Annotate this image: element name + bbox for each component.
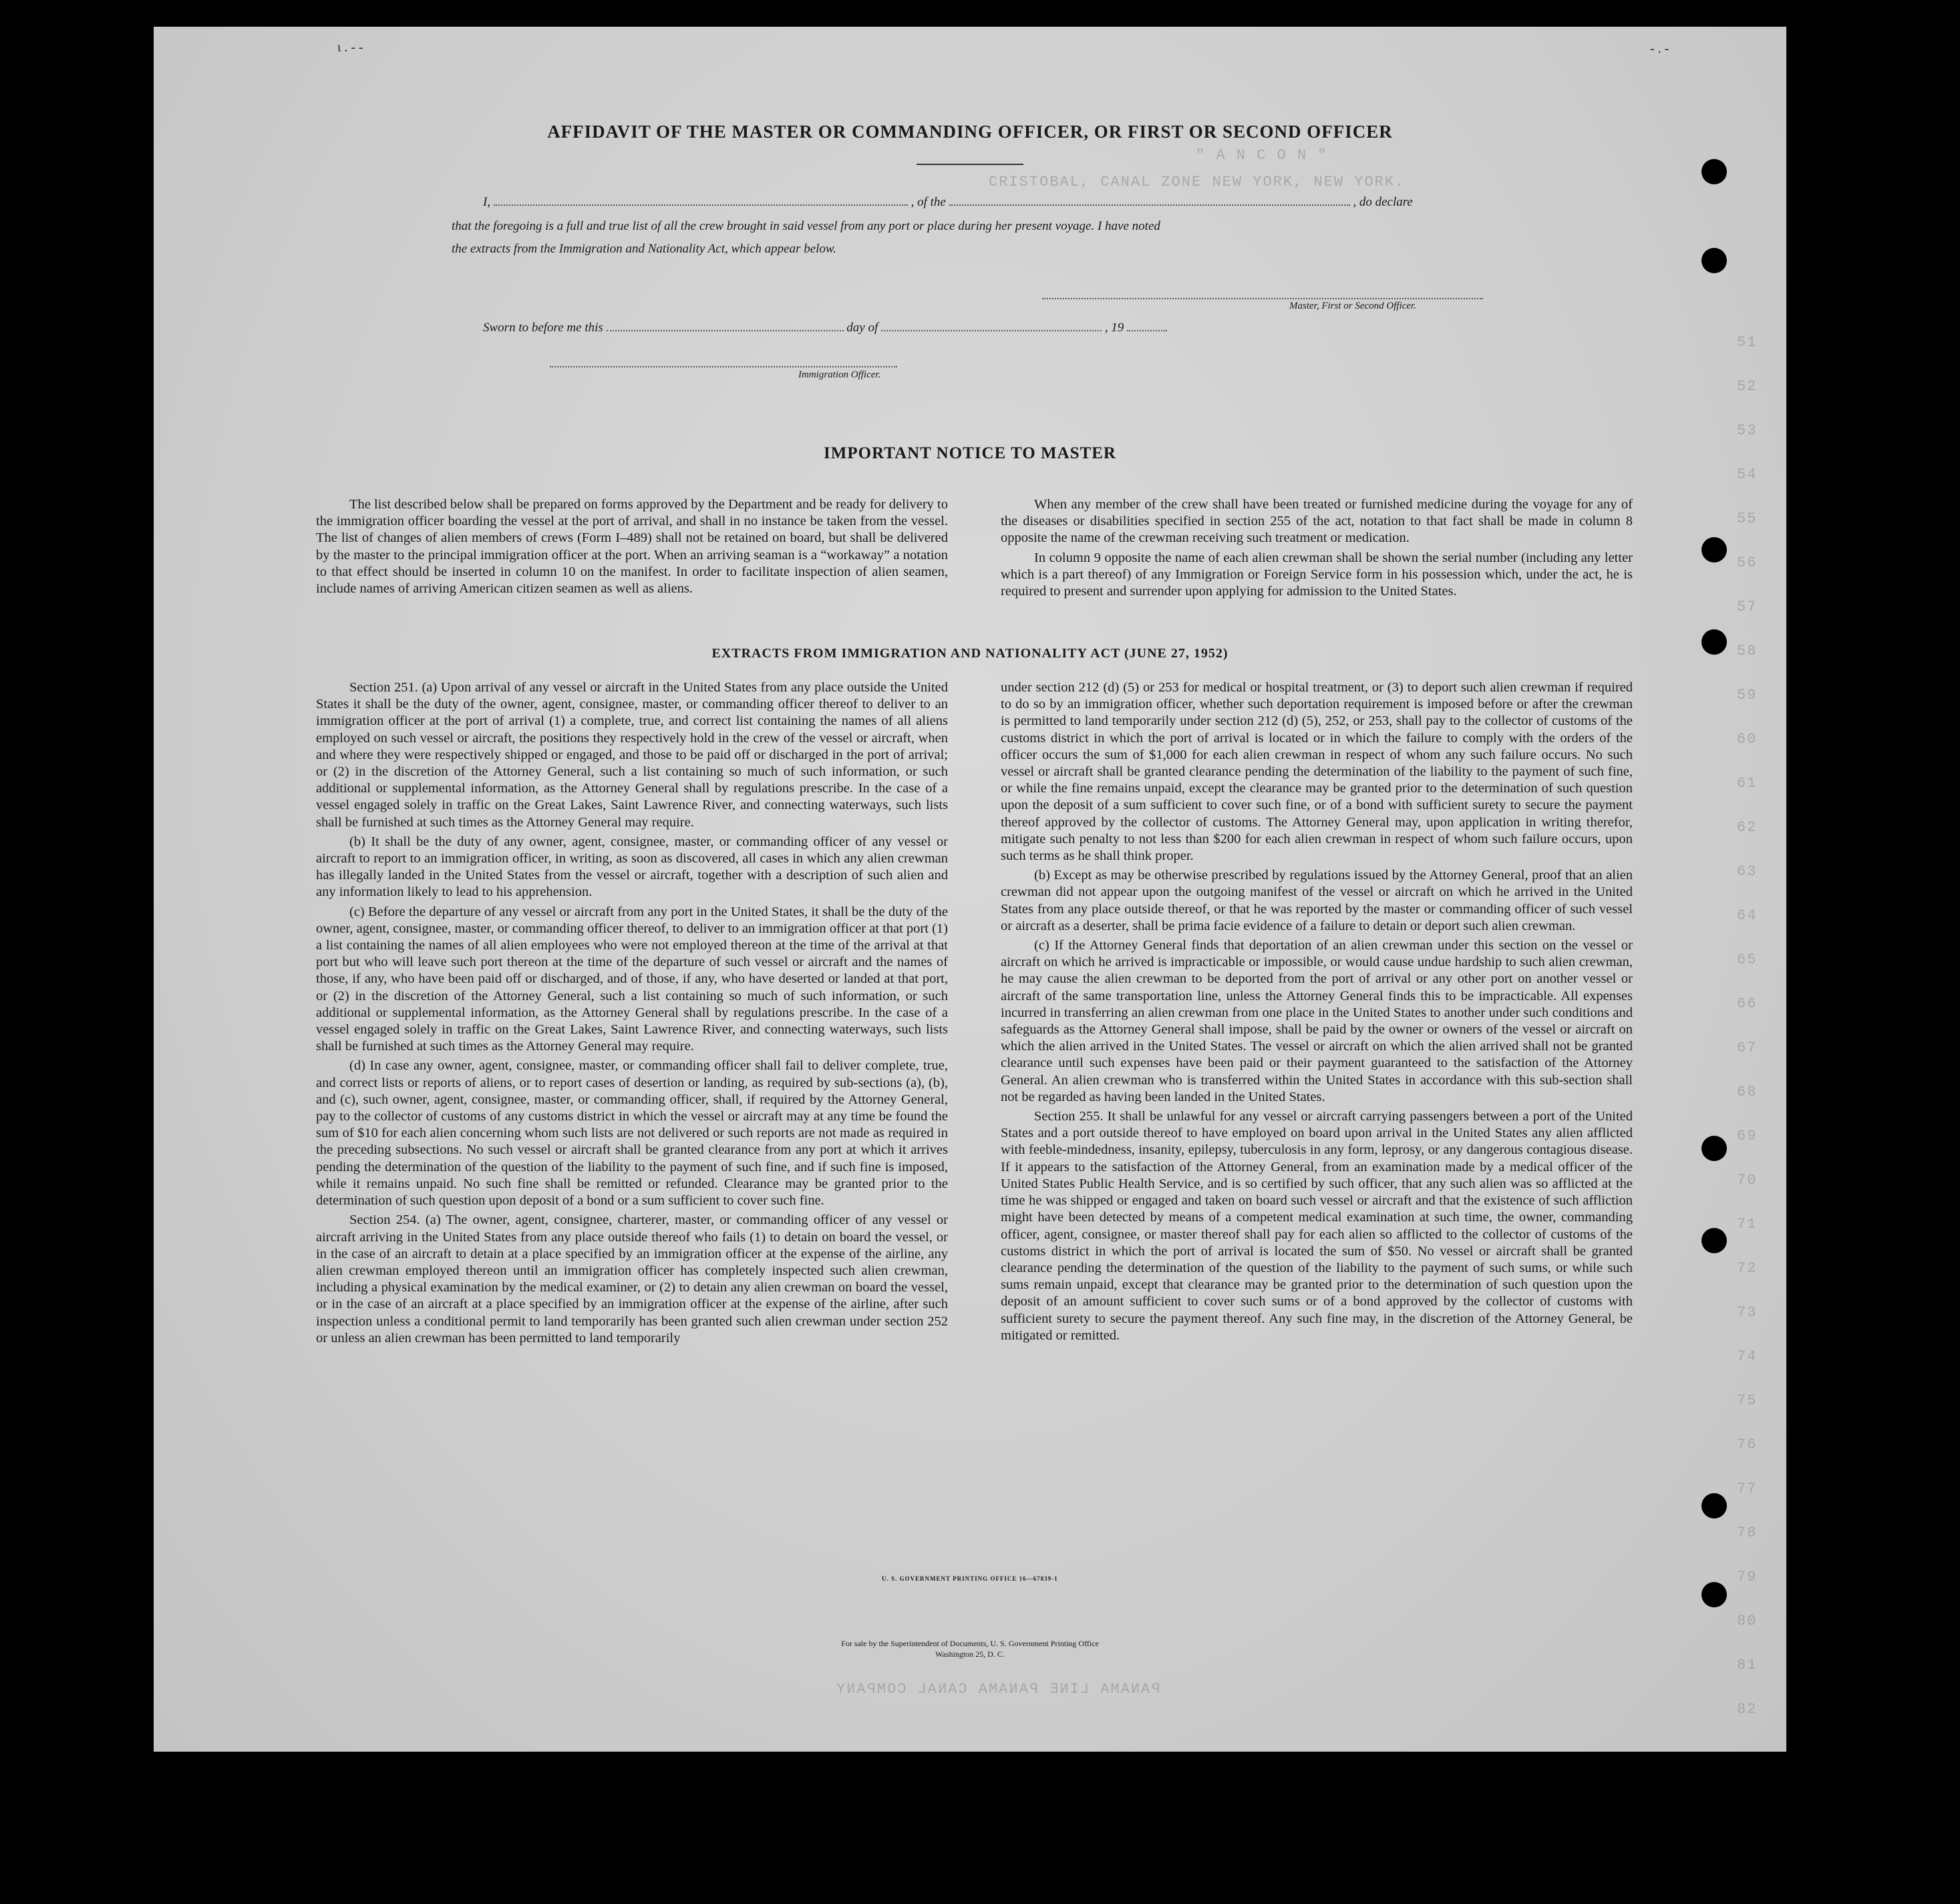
punch-hole (1701, 248, 1727, 273)
bleed-through-row-number: 74 (1737, 1348, 1758, 1365)
affidavit-do-declare: , do declare (1353, 195, 1413, 209)
bleed-through-row-number: 75 (1737, 1392, 1758, 1409)
sworn-month-blank (881, 321, 1102, 331)
section-251c: (c) Before the departure of any vessel or aircraft from any port in the United States, it shall be the duty of the owner, agent, consignee, master, or commanding officer thereof, to deliver to an immigration officer at that port (1) a list containing the names of all alien employees who were not employed thereon at the time of the arrival at that port but who will leave such port thereon at the time of the departure of such vessel or aircraft and the names of those, if any, who have been paid off or discharged, and of those, if any, who have deserted or landed at that port, or (2) in the discretion of the Attorney General, such a list containing so much of such information, or such additional or supplemental information, as the Attorney General shall by regulations prescribe. In the case of a vessel engaged solely in traffic on the Great Lakes, Saint Lawrence River, and connecting waterways, such lists shall be furnished at such times as the Attorney General may require. (316, 904, 948, 1054)
notice-left-column (316, 496, 948, 600)
sworn-line (483, 321, 1167, 335)
punch-hole (1701, 537, 1727, 563)
sworn-label: Sworn to before me this (483, 321, 603, 335)
corner-mark-top-right: - . - (1650, 41, 1669, 56)
affidavit-statement-2: the extracts from the Immigration and Nationality Act, which appear below. (452, 242, 836, 256)
officer-caption: Immigration Officer. (798, 369, 881, 380)
master-signature-line (1042, 298, 1483, 299)
punch-hole (1701, 159, 1727, 184)
bleed-through-row-number: 76 (1737, 1436, 1758, 1453)
bleed-through-row-number: 60 (1737, 731, 1758, 748)
bleed-through-row-number: 78 (1737, 1525, 1758, 1541)
punch-hole (1701, 1228, 1727, 1253)
bleed-through-row-number: 54 (1737, 466, 1758, 483)
sworn-day-blank (607, 321, 844, 331)
bleed-through-row-number: 68 (1737, 1084, 1758, 1100)
punch-hole (1701, 1136, 1727, 1161)
section-251b: (b) It shall be the duty of any owner, agent, consignee, master, or commanding officer of any vessel or aircraft to report to an immigration officer, in writing, as soon as discovered, all cases in which any alien crewman has illegally landed in the United States from the vessel or aircraft, together with a description of such alien and any information likely to lead to his apprehension. (316, 834, 948, 900)
sworn-year-blank (1127, 321, 1167, 331)
affidavit-line-1 (483, 195, 1413, 210)
section-254a-continued: under section 212 (d) (5) or 253 for medical or hospital treatment, or (3) to deport such alien crewman if required to do so by an immigration officer, whether such deportation requirement is imposed before or after the crewman is permitted to land temporarily under section 212 (d) (5), 252, or 253, shall pay to the collector of customs of the customs district in which the port of arrival is located or in which the failure to comply with the orders of the officer occurs the sum of $1,000 for each alien crewman in respect of whom any such failure occurs. No such vessel or aircraft shall be granted clearance pending the determination of the liability to the payment of such fine, or while the fine remains unpaid, except the clearance may be granted prior to the determination of such question upon the deposit of a sum sufficient to cover such fine, or of a bond with sufficient surety to secure the payment thereof approved by the collector of customs. The Attorney General may, upon application in writing therefor, mitigate such penalty to not less than $200 for each alien crewman in respect of whom such failure occurs, upon such terms as he shall think proper. (1001, 680, 1633, 864)
master-caption: Master, First or Second Officer. (1289, 301, 1416, 311)
bleed-through-row-number: 56 (1737, 554, 1758, 571)
bleed-through-row-number: 66 (1737, 995, 1758, 1012)
gpo-imprint: U. S. GOVERNMENT PRINTING OFFICE 16—67839-1 (882, 1575, 1058, 1582)
section-254a: Section 254. (a) The owner, agent, consignee, charterer, master, or commanding officer of any vessel or aircraft arriving in the United States from any place outside thereof who fails (1) to detain on board the vessel, or in the case of an aircraft to detain at a place specified by an immigration officer at the expense of the airline, any alien crewman employed thereon until an immigration officer has completely inspected such alien crewman, including a physical examination by the medical examiner, or (2) to detain any alien crewman on board the vessel, or in the case of an aircraft at a place specified by an immigration officer at the expense of the airline, after such inspection unless a conditional permit to land temporarily has been granted such alien crewman under section 252 or unless an alien crewman has been permitted to land temporarily (316, 1213, 948, 1345)
affidavit-of-the: , of the (911, 195, 946, 209)
notice-right-text-1: When any member of the crew shall have been treated or furnished medicine during the voyage for any of the diseases or disabilities specified in section 255 of the act, notation to that fact shall be made in column 8 opposite the name of the crewman receiving such treatment or medication. (1001, 497, 1633, 546)
bleed-through-row-number: 58 (1737, 643, 1758, 659)
corner-mark-top-left: ɩ . - - (337, 40, 363, 55)
section-251d: (d) In case any owner, agent, consignee, master, or commanding officer shall fail to deliver complete, true, and correct lists or reports of aliens, or to report cases of desertion or landing, as required by sub-sections (a), (b), and (c), such owner, agent, consignee, master, or commanding officer, shall, if required by the Attorney General, pay to the collector of customs of any customs district in which the vessel or aircraft may at any time be found the sum of $10 for each alien concerning whom such lists are not delivered or such reports are not made as required in the preceding subsections. No such vessel or aircraft shall be granted clearance from any port at which it arrives pending the determination of the question of the liability to the payment of such fine, and if such fine is imposed, while it remains unpaid. No such fine shall be remitted or refunded. Clearance may be granted prior to the determination of such question upon deposit of a bond or a sum sufficient to cover such fine. (316, 1058, 948, 1209)
bleed-through-row-number: 52 (1737, 378, 1758, 395)
bleed-through-row-number: 72 (1737, 1260, 1758, 1277)
punch-hole (1701, 1582, 1727, 1607)
bleed-through-row-number: 77 (1737, 1480, 1758, 1497)
year-label: , 19 (1104, 321, 1124, 335)
document-page (154, 27, 1786, 1752)
title-rule (917, 164, 1023, 165)
day-of-label: day of (846, 321, 878, 335)
bleed-through-row-number: 81 (1737, 1657, 1758, 1674)
bleed-through-row-number: 65 (1737, 951, 1758, 968)
notice-left-text: The list described below shall be prepared on forms approved by the Department and be ready for delivery to the immigration officer boarding the vessel at the port of arrival, and shall in no instance be taken from the vessel. The list of changes of alien members of crews (Form I–489) shall not be retained on board, but shall be delivered by the master to the principal immigration officer at the port. When an arriving seaman is a “workaway” a notation to that effect should be inserted in column 10 on the manifest. In order to facilitate inspection of alien seamen, include names of arriving American citizen seamen as well as aliens. (316, 497, 948, 597)
extracts-right-column (1001, 679, 1633, 1347)
bleed-through-row-number: 79 (1737, 1569, 1758, 1585)
notice-title: IMPORTANT NOTICE TO MASTER (824, 444, 1116, 462)
affidavit-i: I, (483, 195, 491, 209)
bleed-through-header: CRISTOBAL, CANAL ZONE NEW YORK, NEW YORK. (989, 174, 1406, 190)
bleed-through-row-number: 59 (1737, 687, 1758, 703)
affidavit-title: AFFIDAVIT OF THE MASTER OR COMMANDING OFFICER, OR FIRST OR SECOND OFFICER (547, 122, 1393, 142)
bleed-through-footer: PANAMA LINE PANAMA CANAL COMPANY (835, 1681, 1160, 1698)
notice-right-column (1001, 496, 1633, 603)
sale-footer-line-1: For sale by the Superintendent of Documents, U. S. Government Printing Office (841, 1639, 1099, 1648)
section-251a: Section 251. (a) Upon arrival of any vessel or aircraft in the United States from any place outside the United States it shall be the duty of the owner, agent, consignee, master, or commanding officer thereof to deliver to an immigration officer at the port of arrival (1) a complete, true, and correct list containing the names of all aliens employed on such vessel or aircraft, the positions they respectively hold in the crew of the vessel or aircraft, when and where they were respectively shipped or engaged, and those to be paid off or discharged in the port of arrival; or (2) in the discretion of the Attorney General, such a list containing so much of such information, or such additional or supplemental information, as the Attorney General shall by regulations prescribe. In the case of a vessel engaged solely in traffic on the Great Lakes, Saint Lawrence River, and connecting waterways, such lists shall be furnished at such times as the Attorney General may require. (316, 680, 948, 830)
bleed-through-row-number: 61 (1737, 775, 1758, 792)
bleed-through-ship: " A N C O N " (1196, 147, 1328, 164)
bleed-through-row-number: 70 (1737, 1172, 1758, 1188)
officer-signature-line (550, 366, 897, 367)
bleed-through-row-number: 82 (1737, 1701, 1758, 1718)
vessel-blank (949, 195, 1350, 206)
sale-footer (154, 1638, 1786, 1659)
bleed-through-row-number: 69 (1737, 1128, 1758, 1144)
bleed-through-row-number: 73 (1737, 1304, 1758, 1321)
bleed-through-row-number: 71 (1737, 1216, 1758, 1233)
affidavit-statement-1: that the foregoing is a full and true list of all the crew brought in said vessel from any port or place during her present voyage. I have noted (452, 219, 1160, 233)
bleed-through-row-number: 67 (1737, 1040, 1758, 1056)
bleed-through-row-number: 57 (1737, 599, 1758, 615)
bleed-through-row-number: 55 (1737, 510, 1758, 527)
bleed-through-row-number: 63 (1737, 863, 1758, 880)
section-254b: (b) Except as may be otherwise prescribed by regulations issued by the Attorney General, proof that an alien crewman did not appear upon the outgoing manifest of the vessel or aircraft on which he arrived in the United States from any place outside thereof, or that he was reported by the master or commanding officer of such vessel or aircraft as a deserter, shall be prima facie evidence of a failure to detain or deport such alien crewman. (1001, 868, 1633, 933)
bleed-through-row-number: 62 (1737, 819, 1758, 836)
bleed-through-row-number: 80 (1737, 1613, 1758, 1629)
section-255: Section 255. It shall be unlawful for any vessel or aircraft carrying passengers between a port of the United States and a port outside thereof to have employed on board upon arrival in the United States any alien afflicted with feeble-mindedness, insanity, epilepsy, tuberculosis in any form, leprosy, or any dangerous contagious disease. If it appears to the satisfaction of the Attorney General, from an examination made by a medical officer of the United States Public Health Service, and is so certified by such officer, that any such alien was so afflicted at the time he was shipped or engaged and taken on board such vessel or aircraft and that the existence of such affliction might have been detected by means of a competent medical examination at such time, the owner, commanding officer, agent, consignee, or master thereof shall pay for each alien so afflicted to the collector of customs of the customs district in which the port of arrival is located the sum of $50. No vessel or aircraft shall be granted clearance pending the determination of the question of the liability to the payment of such sums, or while such sums remain unpaid, except that clearance may be granted prior to the determination of such question upon the deposit of an amount sufficient to cover such sums or of a bond approved by the collector of customs with sufficient surety to secure the payment thereof. Any such fine may, in the discretion of the Attorney General, be mitigated or remitted. (1001, 1109, 1633, 1343)
punch-hole (1701, 1493, 1727, 1519)
name-blank (494, 195, 908, 206)
bleed-through-row-number: 53 (1737, 422, 1758, 439)
section-254c: (c) If the Attorney General finds that deportation of an alien crewman under this section on the vessel or aircraft on which he arrived is impracticable or impossible, or would cause undue hardship to such alien crewman, he may cause the alien crewman to be deported from the port of arrival or any other port on another vessel or aircraft of the same transportation line, unless the Attorney General finds this to be impracticable. All expenses incurred in transferring an alien crewman from one place in the United States to another under such conditions and safeguards as the Attorney General shall impose, shall be paid by the owner or owners of the vessel or aircraft on which the alien arrived in the United States. The vessel or aircraft on which the alien arrived shall not be granted clearance until such expenses have been paid or their payment guaranteed to the satisfaction of the Attorney General. An alien crewman who is transferred within the United States in accordance with this sub-section shall not be regarded as having been landed in the United States. (1001, 938, 1633, 1104)
sale-footer-line-2: Washington 25, D. C. (935, 1649, 1005, 1659)
extracts-title: EXTRACTS FROM IMMIGRATION AND NATIONALITY ACT (JUNE 27, 1952) (711, 646, 1229, 661)
bleed-through-row-number: 64 (1737, 907, 1758, 924)
notice-right-text-2: In column 9 opposite the name of each alien crewman shall be shown the serial number (including any letter which is a part thereof) of any Immigration or Foreign Service form in his possession which, under the act, he is required to present and surrender upon applying for admission to the United States. (1001, 550, 1633, 599)
extracts-left-column (316, 679, 948, 1350)
bleed-through-row-number: 51 (1737, 334, 1758, 351)
